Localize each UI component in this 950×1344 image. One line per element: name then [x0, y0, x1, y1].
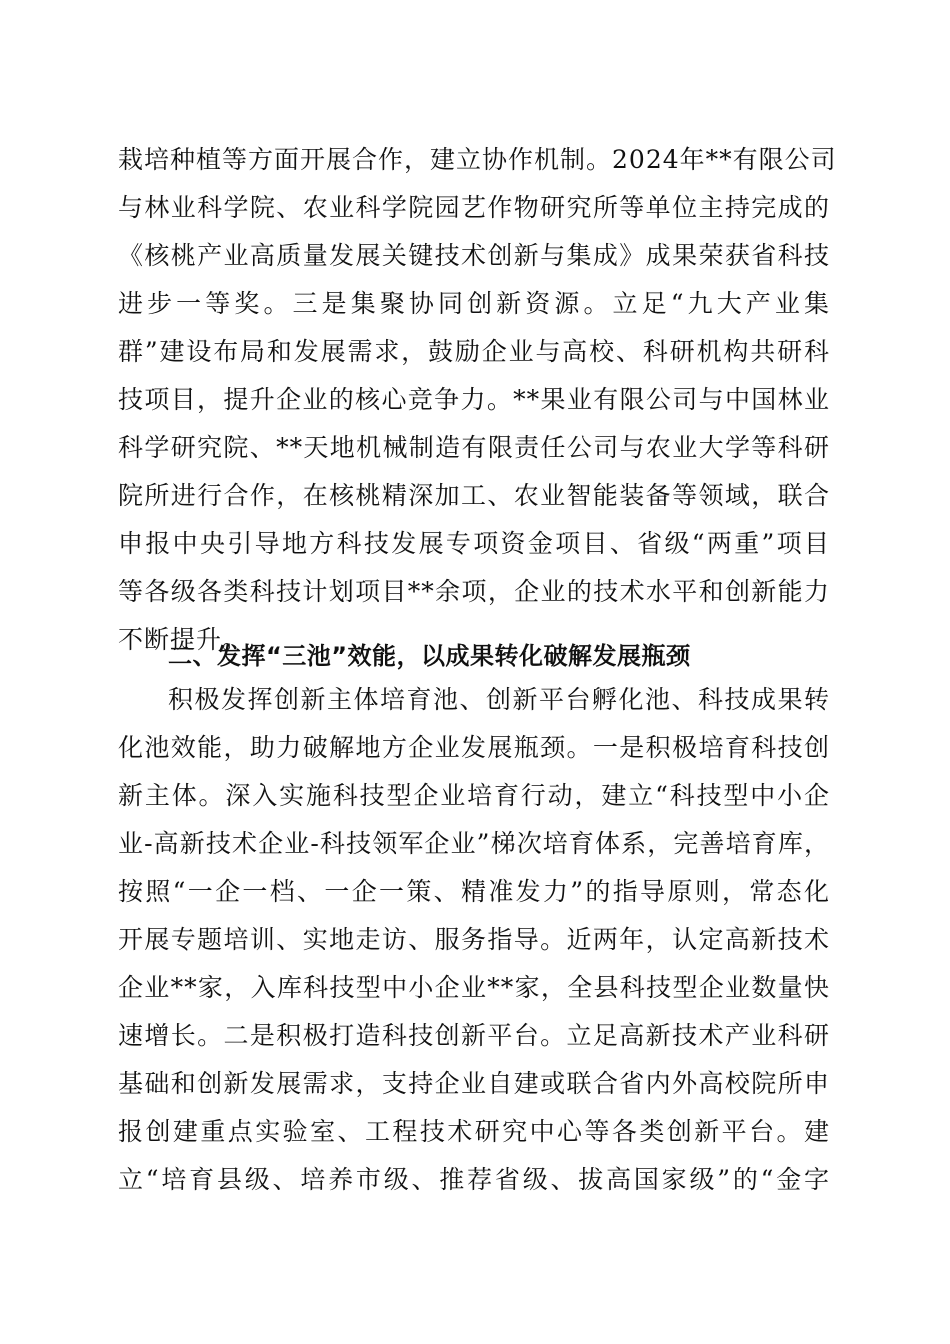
paragraph-line: 栽培种植等方面开展合作，建立协作机制。2024年**有限公司 — [118, 145, 837, 174]
paragraph-line: 报创建重点实验室、工程技术研究中心等各类创新平台。建 — [118, 1117, 830, 1146]
paragraph-line: 《核桃产业高质量发展关键技术创新与集成》成果荣获省科技 — [118, 241, 830, 270]
paragraph-line: 化池效能，助力破解地方企业发展瓶颈。一是积极培育科技创 — [118, 733, 830, 762]
paragraph-line: 院所进行合作，在核桃精深加工、农业智能装备等领域，联合 — [118, 481, 830, 510]
paragraph-line: 按照“一企一档、一企一策、精准发力”的指导原则，常态化 — [118, 877, 830, 906]
paragraph-line: 新主体。深入实施科技型企业培育行动，建立“科技型中小企 — [118, 781, 830, 810]
paragraph-line: 基础和创新发展需求，支持企业自建或联合省内外高校院所申 — [118, 1069, 830, 1098]
paragraph-line: 与林业科学院、农业科学院园艺作物研究所等单位主持完成的 — [118, 193, 830, 222]
paragraph-line: 申报中央引导地方科技发展专项资金项目、省级“两重”项目 — [118, 529, 830, 558]
section-heading: 二、发挥“三池”效能，以成果转化破解发展瓶颈 — [168, 642, 691, 670]
paragraph-line: 等各级各类科技计划项目**余项，企业的技术水平和创新能力 — [118, 577, 830, 606]
paragraph-line: 积极发挥创新主体培育池、创新平台孵化池、科技成果转 — [168, 685, 830, 714]
paragraph-line: 进步一等奖。三是集聚协同创新资源。立足“九大产业集 — [118, 289, 830, 318]
paragraph-line: 群”建设布局和发展需求，鼓励企业与高校、科研机构共研科 — [118, 337, 830, 366]
paragraph-line: 技项目，提升企业的核心竞争力。**果业有限公司与中国林业 — [118, 385, 830, 414]
paragraph-line: 速增长。二是积极打造科技创新平台。立足高新技术产业科研 — [118, 1021, 830, 1050]
paragraph-line: 企业**家，入库科技型中小企业**家，全县科技型企业数量快 — [118, 973, 830, 1002]
paragraph-line: 开展专题培训、实地走访、服务指导。近两年，认定高新技术 — [118, 925, 830, 954]
paragraph-line: 科学研究院、**天地机械制造有限责任公司与农业大学等科研 — [118, 433, 830, 462]
paragraph-line: 立“培育县级、培养市级、推荐省级、拔高国家级”的“金字 — [118, 1165, 830, 1194]
paragraph-line: 不断提升。 — [118, 625, 249, 654]
paragraph-line: 业-高新技术企业-科技领军企业”梯次培育体系，完善培育库， — [118, 829, 830, 858]
